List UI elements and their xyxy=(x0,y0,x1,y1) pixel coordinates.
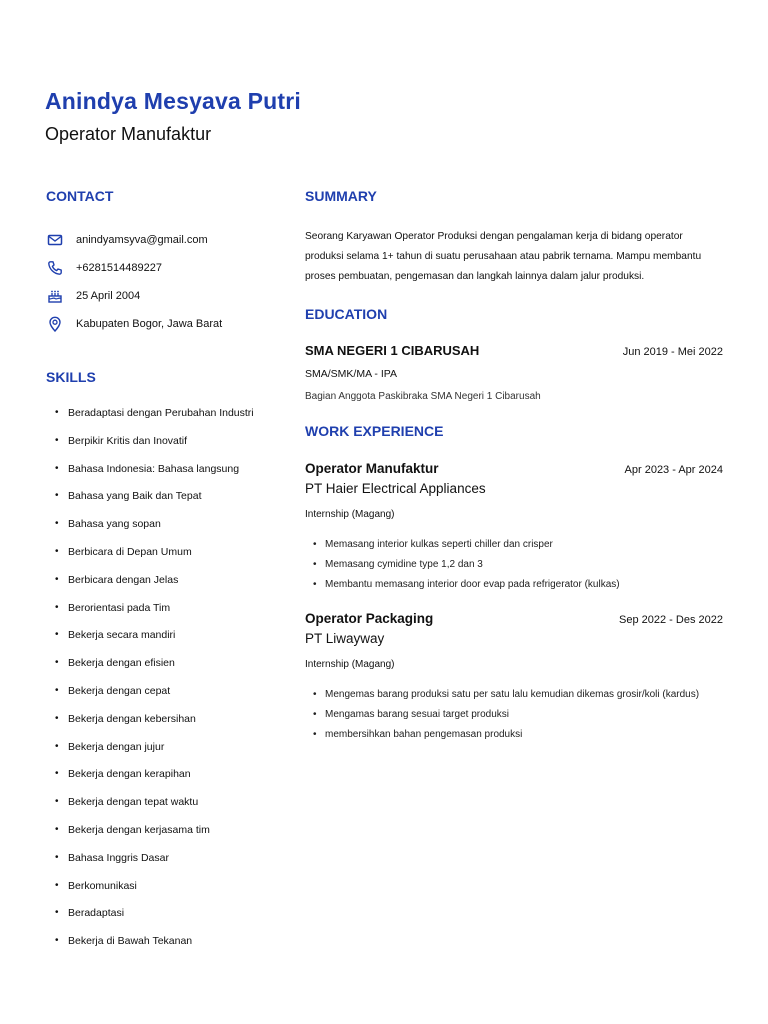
job-duty-item: • Mengemas barang produksi satu per satu lalu kemudian dikemas grosir/koli (kardus) xyxy=(305,685,723,705)
job-dates: Apr 2023 - Apr 2024 xyxy=(624,464,723,476)
skill-item: • Bekerja dengan jujur xyxy=(46,738,296,766)
left-column xyxy=(46,188,296,960)
contact-birthday: 25 April 2004 xyxy=(76,290,141,302)
mail-icon xyxy=(46,231,64,249)
job-entry xyxy=(305,611,723,745)
job-title: Operator Manufaktur xyxy=(305,461,439,476)
skill-item: • Bekerja dengan cepat xyxy=(46,682,296,710)
skill-item: • Bekerja dengan efisien xyxy=(46,654,296,682)
job-entry xyxy=(305,461,723,595)
contact-email-row xyxy=(46,226,296,254)
education-dates: Jun 2019 - Mei 2022 xyxy=(622,346,723,358)
skill-item: • Bahasa yang sopan xyxy=(46,515,296,543)
education-note: Bagian Anggota Paskibraka SMA Negeri 1 Cibarusah xyxy=(305,391,541,402)
job-duty-item: • membersihkan bahan pengemasan produksi xyxy=(305,725,723,745)
contact-location: Kabupaten Bogor, Jawa Barat xyxy=(76,318,223,330)
resume-role: Operator Manufaktur xyxy=(45,124,212,144)
job-company: PT Liwayway xyxy=(305,631,385,646)
contact-section-title: CONTACT xyxy=(46,188,114,204)
skill-item: • Berorientasi pada Tim xyxy=(46,599,296,627)
job-duties xyxy=(305,535,723,595)
job-company: PT Haier Electrical Appliances xyxy=(305,481,486,496)
skill-item: • Berkomunikasi xyxy=(46,877,296,905)
job-type: Internship (Magang) xyxy=(305,659,395,670)
job-type: Internship (Magang) xyxy=(305,509,395,520)
summary-section-title: SUMMARY xyxy=(305,188,377,204)
job-duty-item: • Mengamas barang sesuai target produksi xyxy=(305,705,723,725)
phone-icon xyxy=(46,259,64,277)
skill-item: • Bekerja dengan tepat waktu xyxy=(46,793,296,821)
resume-name: Anindya Mesyava Putri xyxy=(45,88,302,114)
job-duty-item: • Memasang interior kulkas seperti chiller dan crisper xyxy=(305,535,723,555)
education-degree: SMA/SMK/MA - IPA xyxy=(305,368,397,380)
education-school: SMA NEGERI 1 CIBARUSAH xyxy=(305,343,480,358)
skill-item: • Bahasa yang Baik dan Tepat xyxy=(46,487,296,515)
skill-item: • Beradaptasi dengan Perubahan Industri xyxy=(46,404,296,432)
contact-email: anindyamsyva@gmail.com xyxy=(76,234,208,246)
skill-item: • Bekerja secara mandiri xyxy=(46,626,296,654)
skill-item: • Bekerja dengan kerjasama tim xyxy=(46,821,296,849)
job-title: Operator Packaging xyxy=(305,611,434,626)
skill-item: • Bahasa Indonesia: Bahasa langsung xyxy=(46,460,296,488)
education-header xyxy=(305,343,723,358)
cake-icon xyxy=(46,287,64,305)
skill-item: • Beradaptasi xyxy=(46,904,296,932)
skill-item: • Berbicara dengan Jelas xyxy=(46,571,296,599)
job-duty-item: • Membantu memasang interior door evap pada refrigerator (kulkas) xyxy=(305,575,723,595)
job-duties xyxy=(305,685,723,745)
skills-list xyxy=(46,404,296,960)
contact-location-row xyxy=(46,310,296,338)
work-section-title: WORK EXPERIENCE xyxy=(305,423,444,439)
contact-phone-row xyxy=(46,254,296,282)
contact-birthday-row xyxy=(46,282,296,310)
job-dates: Sep 2022 - Des 2022 xyxy=(619,614,723,626)
skill-item: • Bekerja dengan kerapihan xyxy=(46,765,296,793)
skills-section-title: SKILLS xyxy=(46,369,96,385)
summary-text: Seorang Karyawan Operator Produksi dengan pengalaman kerja di bidang operator produksi selama 1+ tahun di suatu perusahaan atau pabrik ternama. Mampu membantu proses pembuatan, pengemasan dan langkah lainnya dalam jalur produksi. xyxy=(305,231,702,282)
contact-phone: +6281514489227 xyxy=(76,262,162,274)
skill-item: • Bahasa Inggris Dasar xyxy=(46,849,296,877)
job-duty-item: • Memasang cymidine type 1,2 dan 3 xyxy=(305,555,723,575)
skill-item: • Berpikir Kritis dan Inovatif xyxy=(46,432,296,460)
skill-item: • Bekerja dengan kebersihan xyxy=(46,710,296,738)
skill-item: • Bekerja di Bawah Tekanan xyxy=(46,932,296,960)
skill-item: • Berbicara di Depan Umum xyxy=(46,543,296,571)
right-column xyxy=(305,188,723,745)
education-section-title: EDUCATION xyxy=(305,306,388,322)
location-pin-icon xyxy=(46,315,64,333)
contact-list xyxy=(46,226,296,338)
